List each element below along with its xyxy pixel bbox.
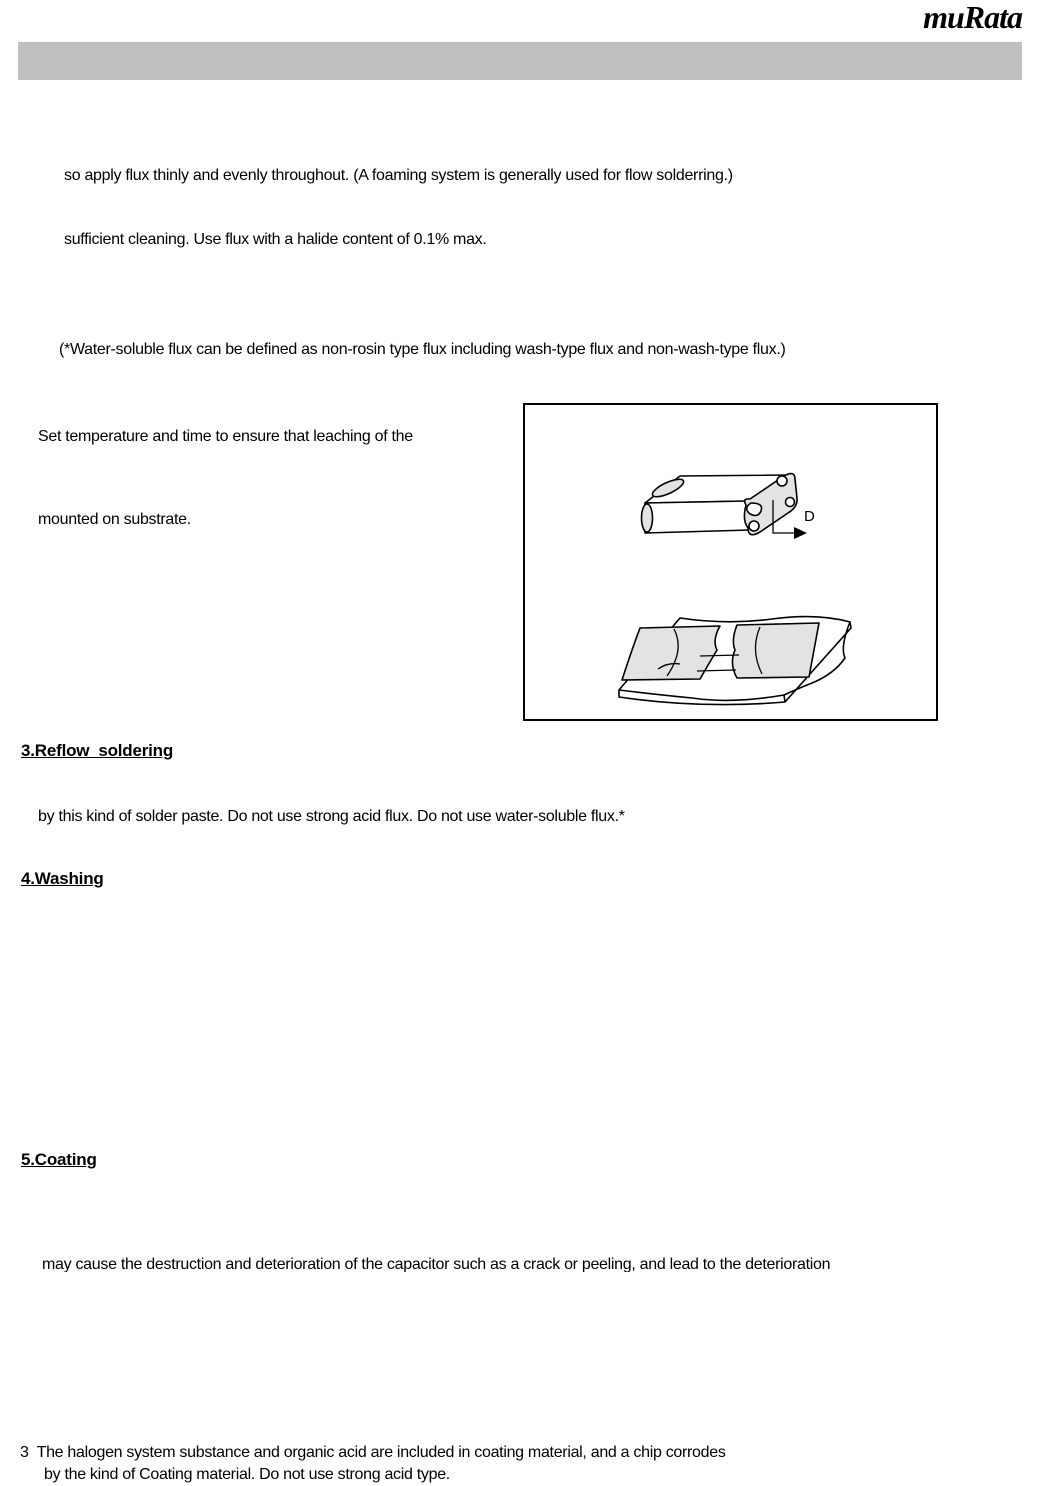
flow-soldering-paragraph-line1: so apply flux thinly and evenly throughout. (A foaming system is generally used for flow solderring.) [64,167,733,184]
leaching-paragraph-line2: mounted on substrate. [38,511,191,528]
dimension-label: D [804,508,815,525]
reflow-soldering-heading: 3.Reflow soldering [21,741,174,760]
land-pattern-drawing [612,612,857,712]
reflow-soldering-body: by this kind of solder paste. Do not use strong acid flux. Do not use water-soluble flux.* [38,808,625,825]
leaching-figure-box [523,403,938,721]
footnote-line1: 3 The halogen system substance and organic acid are included in coating material, and a chip corrodes [20,1444,726,1461]
coating-body: may cause the destruction and deterioration of the capacitor such as a crack or peeling, and lead to the deterioration [42,1256,831,1272]
washing-heading: 4.Washing [21,869,104,888]
leaching-paragraph-line1: Set temperature and time to ensure that leaching of the [38,428,413,445]
coating-heading: 5.Coating [21,1150,97,1169]
water-soluble-flux-note: (*Water-soluble flux can be defined as non-rosin type flux including wash-type flux and non-wash-type flux.) [59,341,786,358]
chip-capacitor-drawing [638,470,823,548]
murata-logo: muRata [923,0,1022,35]
flow-soldering-paragraph-line2: sufficient cleaning. Use flux with a halide content of 0.1% max. [64,231,487,248]
section-header-bar [18,42,1022,80]
footnote-line2: by the kind of Coating material. Do not use strong acid type. [44,1466,450,1483]
